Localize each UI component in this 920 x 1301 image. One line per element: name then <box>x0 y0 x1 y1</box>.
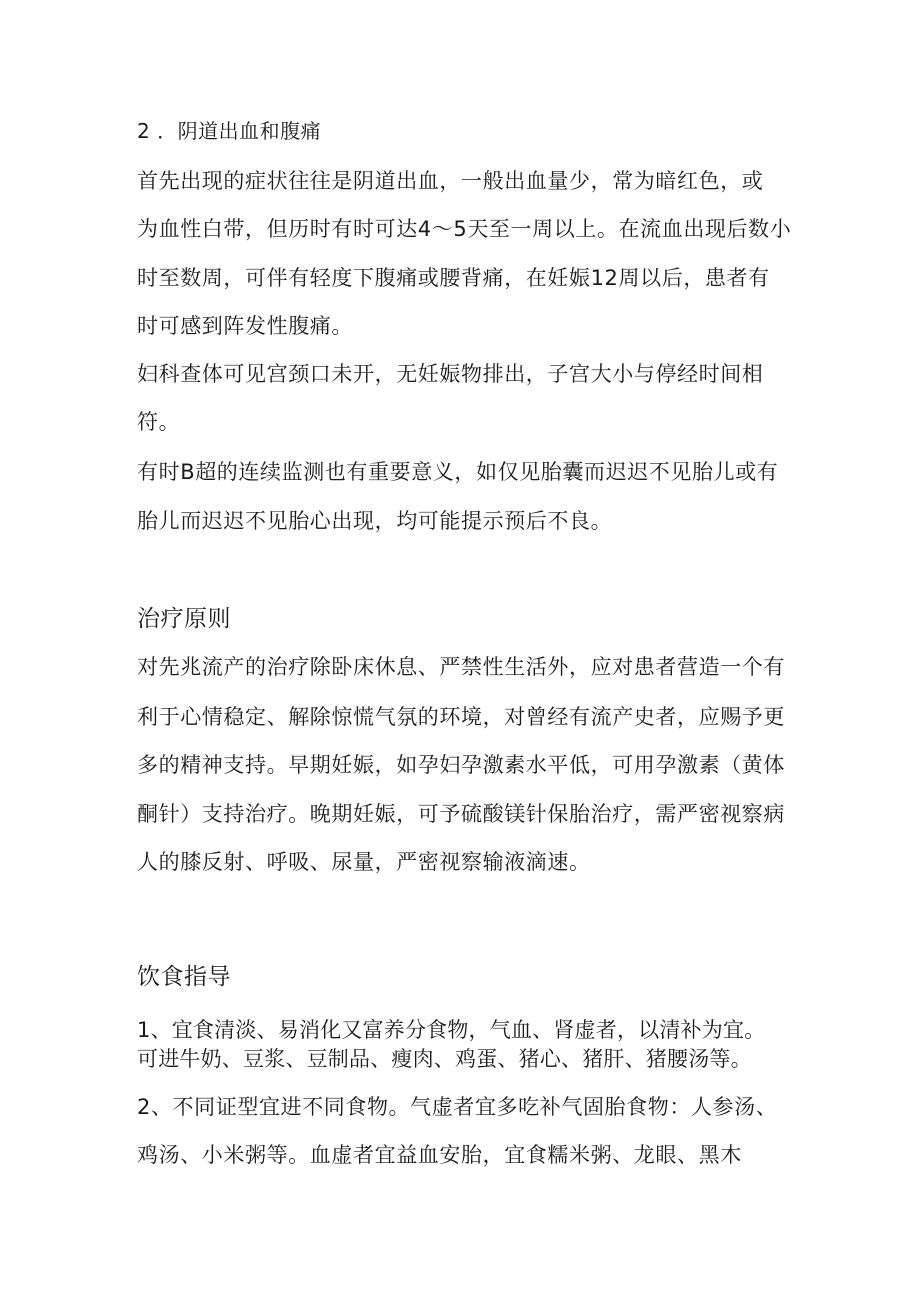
symptoms-para1-line: 首先出现的症状往往是阴道出血，一般出血量少，常为暗红色，或 <box>137 169 764 193</box>
diet-item1-line: 可进牛奶、豆浆、豆制品、瘦肉、鸡蛋、猪心、猪肝、猪腰汤等。 <box>137 1047 752 1071</box>
symptoms-heading: 2 ．阴道出血和腹痛 <box>137 119 322 143</box>
symptoms-para1-line: 为血性白带，但历时有时可达4～5天至一周以上。在流血出现后数小 <box>137 217 792 241</box>
symptoms-para1-line: 时至数周，可伴有轻度下腹痛或腰背痛，在妊娠12周以后，患者有 <box>137 266 770 290</box>
symptoms-para2-line: 符。 <box>137 410 181 434</box>
diet-item1-line: 1、宜食清淡、易消化又富养分食物，气血、肾虚者，以清补为宜。 <box>137 1018 766 1042</box>
treatment-para-line: 对先兆流产的治疗除卧床休息、严禁性生活外，应对患者营造一个有 <box>137 655 785 679</box>
treatment-para-line: 人的膝反射、呼吸、尿量，严密视察输液滴速。 <box>137 850 591 874</box>
treatment-para-line: 酮针）支持治疗。晚期妊娠，可予硫酸镁针保胎治疗，需严密视察病 <box>137 802 785 826</box>
treatment-heading: 治疗原则 <box>137 606 231 632</box>
symptoms-para3-line: 胎儿而迟迟不见胎心出现，均可能提示预后不良。 <box>137 509 613 533</box>
diet-item2-line: 鸡汤、小米粥等。血虚者宜益血安胎，宜食糯米粥、龙眼、黑木 <box>137 1143 742 1167</box>
diet-heading: 饮食指导 <box>137 964 231 990</box>
diet-item2-line: 2、不同证型宜进不同食物。气虚者宜多吃补气固胎食物：人参汤、 <box>137 1095 778 1119</box>
treatment-para-line: 多的精神支持。早期妊娠，如孕妇孕激素水平低，可用孕激素（黄体 <box>137 753 785 777</box>
symptoms-para2-line: 妇科查体可见宫颈口未开，无妊娠物排出，子宫大小与停经时间相 <box>137 362 764 386</box>
symptoms-para1-line: 时可感到阵发性腹痛。 <box>137 314 353 338</box>
treatment-para-line: 利于心情稳定、解除惊慌气氛的环境，对曾经有流产史者，应赐予更 <box>137 705 785 729</box>
symptoms-para3-line: 有时B超的连续监测也有重要意义，如仅见胎囊而迟迟不见胎儿或有 <box>137 460 779 484</box>
